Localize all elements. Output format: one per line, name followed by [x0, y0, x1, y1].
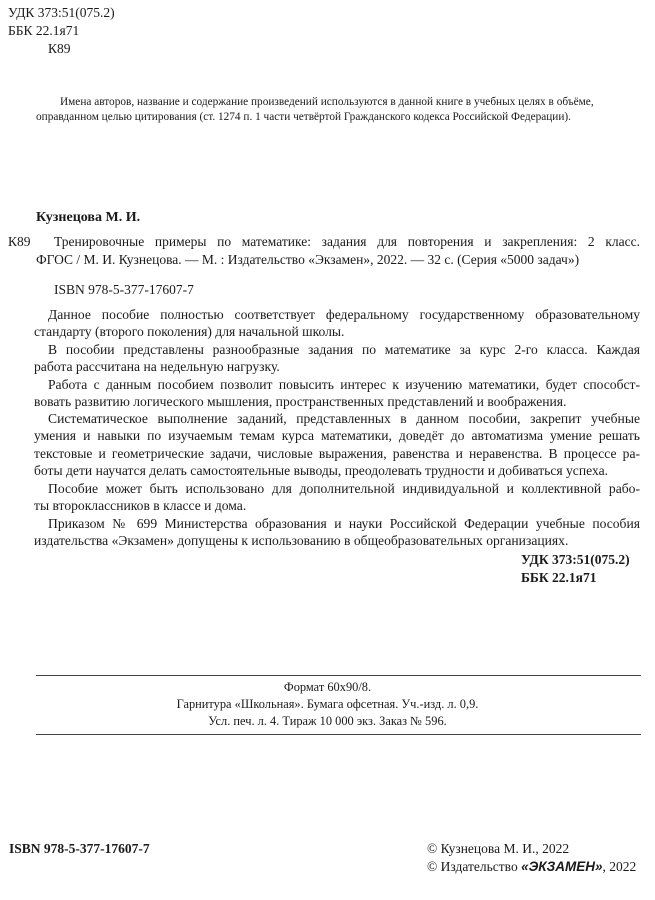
annotation-paragraph-2: [34, 341, 640, 376]
author-heading: Кузнецова М. И.: [36, 210, 141, 225]
specs-top-rule: [36, 675, 641, 676]
annotation-line: Приказом № 699 Министерства образования и науки Российской Федерации учебные пособия: [48, 516, 640, 531]
annotation-line: Работа с данным пособием позволит повысить интерес к изучению математики, будет способст-: [48, 377, 640, 392]
spec-format: Формат 60х90/8.: [283, 680, 372, 694]
classification-bbk: ББК 22.1я71: [521, 570, 597, 585]
annotation-line: В пособии представлены разнообразные задания по математике за курс 2-го класса. Каждая: [48, 342, 640, 357]
annotation-paragraph-3: [34, 376, 640, 411]
copyright-publisher: [427, 859, 636, 875]
notice-line-1: Имена авторов, название и содержание произведений используются в данной книге в учебных целях в объёме,: [60, 96, 594, 108]
annotation-paragraph-6: [34, 515, 640, 550]
footer-isbn: ISBN 978-5-377-17607-7: [9, 841, 150, 856]
annotation-line: ты второклассников в классе и дома.: [34, 498, 247, 514]
annotation-line: работа рассчитана на недельную нагрузку.: [34, 359, 280, 375]
header-udk: УДК 373:51(075.2): [8, 5, 115, 20]
bib-isbn: ISBN 978-5-377-17607-7: [54, 282, 194, 297]
header-bbk: ББК 22.1я71: [8, 23, 80, 38]
copyright-author: © Кузнецова М. И., 2022: [427, 841, 570, 856]
copyright-publisher-prefix: © Издательство: [427, 859, 522, 874]
copyright-publisher-year: , 2022: [602, 859, 637, 874]
annotation-line: Данное пособие полностью соответствует федеральному государственному образовательному: [48, 307, 640, 322]
header-code: К89: [48, 41, 71, 56]
annotation-line: Пособие может быть использовано для дополнительной индивидуальной и коллективной рабо-: [48, 481, 640, 496]
notice-line-2: оправданном целью цитирования (ст. 1274 п. 1 части четвёртой Гражданского кодекса Российской Федерации).: [36, 111, 571, 123]
annotation-line: вовать развитию логического мышления, пространственных представлений и воображения.: [34, 394, 567, 410]
annotation-line: умения и навыки по изучаемым темам курса математики, доведёт до автоматизма умение решать: [34, 428, 640, 444]
bib-code: К89: [8, 234, 31, 249]
annotation-line: издательства «Экзамен» допущены к использованию в общеобразовательных организациях.: [34, 533, 569, 549]
annotation-line: стандарту (второго поколения) для начальной школы.: [34, 324, 345, 340]
specs-bottom-rule: [36, 734, 641, 735]
bib-title-line-2: ФГОС / М. И. Кузнецова. — М. : Издательство «Экзамен», 2022. — 32 с. (Серия «5000 задач»): [36, 252, 580, 267]
annotation-paragraph-1: [34, 306, 640, 341]
spec-print: Усл. печ. л. 4. Тираж 10 000 экз. Заказ № 596.: [208, 714, 447, 728]
annotation-paragraph-5: [34, 480, 640, 515]
annotation-paragraph-4: [34, 410, 640, 480]
annotation-line: текстовые и геометрические задачи, числовые выражения, равенства и неравенства. В процессе ра-: [34, 445, 640, 461]
bib-title-line-1: Тренировочные примеры по математике: задания для повторения и закрепления: 2 класс.: [54, 234, 640, 249]
annotation-line: Систематическое выполнение заданий, представленных в данном пособии, закрепит учебные: [48, 411, 640, 426]
spec-typeface: Гарнитура «Школьная». Бумага офсетная. Уч.-изд. л. 0,9.: [176, 697, 479, 711]
publisher-name: «ЭКЗАМЕН»: [521, 859, 603, 874]
annotation-line: боты дети научатся делать самостоятельные выводы, преодолевать трудности и добиваться успеха.: [34, 463, 609, 479]
classification-udk: УДК 373:51(075.2): [521, 552, 630, 567]
